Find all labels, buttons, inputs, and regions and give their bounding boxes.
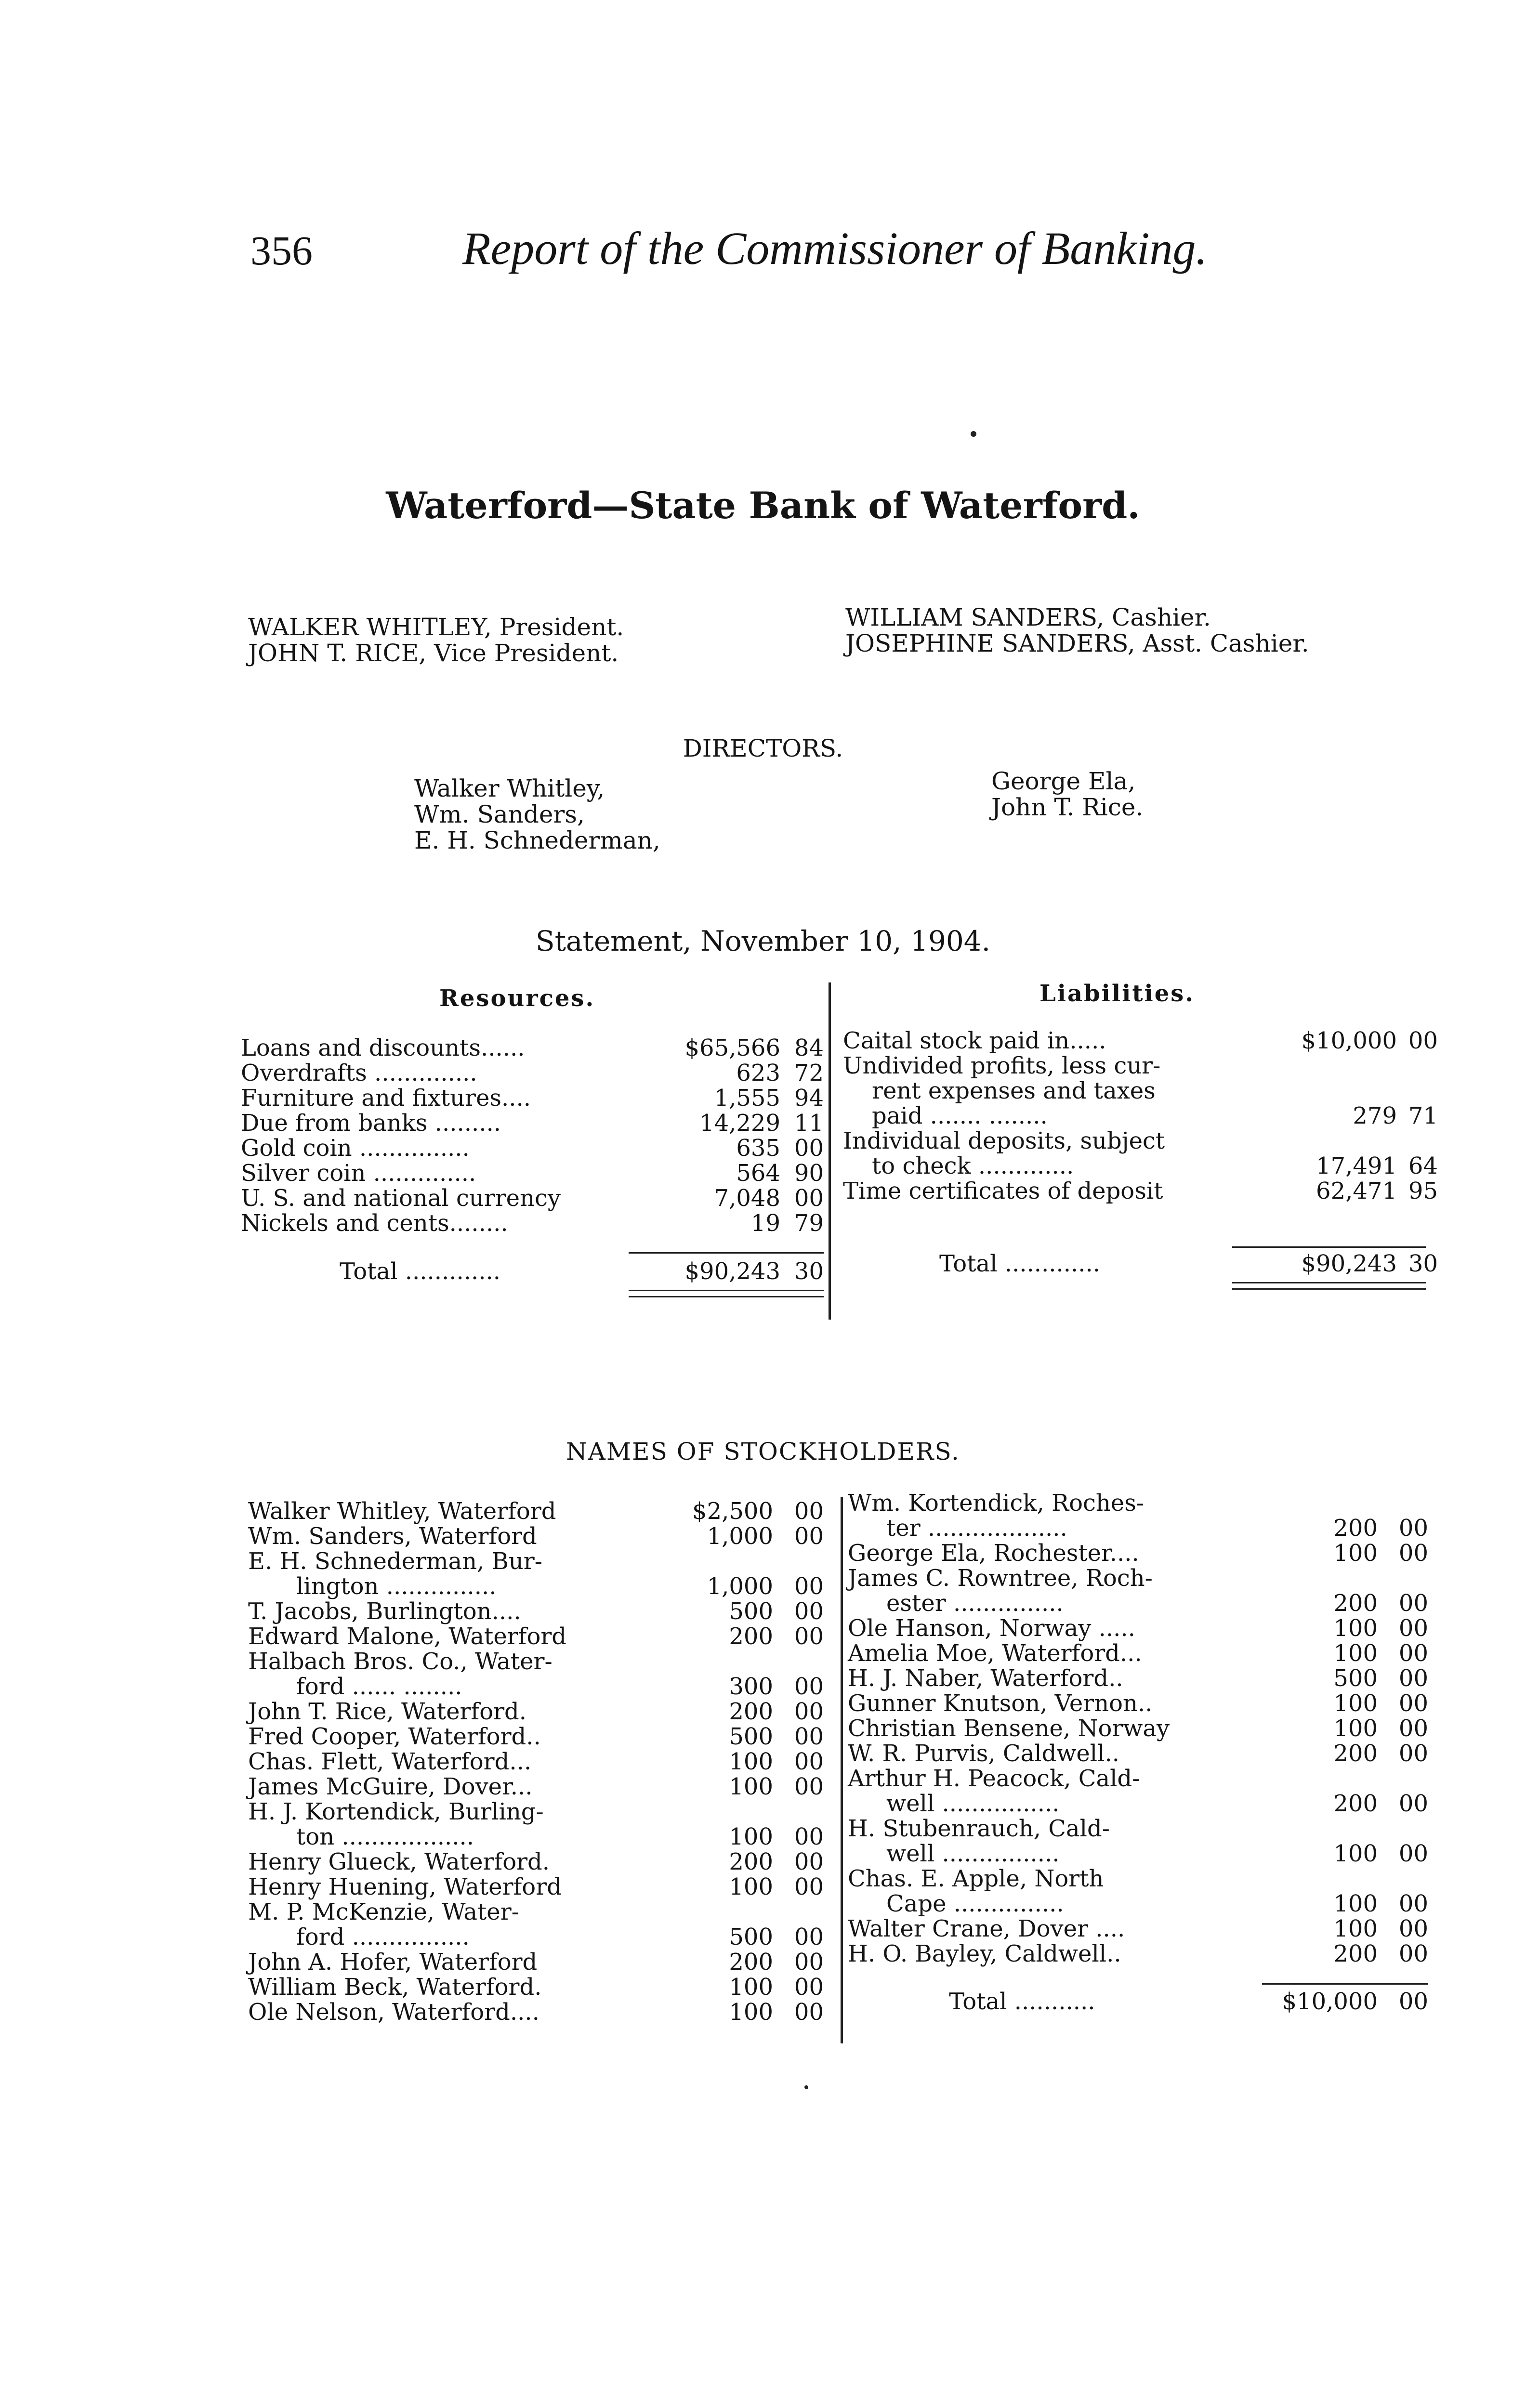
row-label: Ole Hanson, Norway .....	[848, 1615, 1135, 1642]
ink-speck	[804, 2085, 808, 2089]
table-row	[848, 1941, 1438, 1966]
row-label: H. J. Naber, Waterford..	[848, 1665, 1123, 1692]
running-head: Report of the Commissioner of Banking.	[462, 222, 1208, 274]
table-row	[848, 1866, 1438, 1891]
row-dollars: 100	[729, 1999, 773, 2026]
row-label: John A. Hofer, Waterford	[248, 1949, 538, 1976]
row-label: Chas. E. Apple, North	[848, 1865, 1104, 1892]
table-row	[248, 1524, 838, 1549]
row-label: H. O. Bayley, Caldwell..	[848, 1940, 1121, 1967]
row-dollars: 100	[729, 1748, 773, 1775]
row-label: Wm. Kortendick, Roches-	[848, 1490, 1144, 1517]
table-row	[848, 1891, 1438, 1916]
row-label: W. R. Purvis, Caldwell..	[848, 1740, 1120, 1767]
row-dollars: $65,566	[684, 1034, 780, 1061]
row-cents: 00	[794, 1673, 824, 1700]
stockholders-divider	[841, 1497, 843, 2043]
row-label: rent expenses and taxes	[872, 1077, 1156, 1104]
row-label: Undivided profits, less cur-	[843, 1052, 1161, 1079]
row-cents: 00	[794, 1773, 824, 1800]
table-row	[848, 1816, 1438, 1841]
row-label: paid ....... ........	[872, 1102, 1048, 1129]
row-label: Overdrafts ..............	[241, 1060, 477, 1086]
table-row	[248, 1824, 838, 1849]
resources-total-dollars: $90,243	[684, 1258, 780, 1285]
liabilities-table	[843, 1027, 1438, 1204]
row-cents: 00	[794, 1999, 824, 2026]
table-row	[848, 1791, 1438, 1816]
row-cents: 84	[794, 1034, 824, 1061]
row-dollars: 100	[1333, 1540, 1378, 1567]
director-name: E. H. Schnederman,	[414, 826, 660, 854]
row-dollars: 635	[736, 1135, 780, 1162]
row-label: Nickels and cents........	[241, 1210, 508, 1237]
row-cents: 00	[794, 1185, 824, 1212]
row-cents: 00	[794, 1748, 824, 1775]
row-dollars: 200	[1333, 1790, 1378, 1817]
liabilities-total-rule	[1232, 1246, 1426, 1248]
table-row	[848, 1716, 1438, 1741]
row-label: lington ...............	[296, 1573, 497, 1600]
row-dollars: 100	[1333, 1915, 1378, 1942]
row-dollars: 279	[1353, 1102, 1397, 1129]
row-cents: 00	[1398, 1540, 1428, 1567]
row-label: Chas. Flett, Waterford...	[248, 1748, 532, 1775]
row-cents: 72	[794, 1060, 824, 1086]
stockholders-right-table	[848, 1491, 1438, 1966]
stockholders-total	[848, 1989, 1438, 2014]
row-cents: 00	[1398, 1615, 1428, 1642]
resources-total-cents: 30	[794, 1258, 824, 1285]
row-dollars: 200	[1333, 1515, 1378, 1542]
liabilities-total	[843, 1250, 1438, 1277]
liabilities-heading: Liabilities.	[1039, 980, 1195, 1007]
row-dollars: 62,471	[1316, 1178, 1397, 1204]
row-label: Ole Nelson, Waterford....	[248, 1999, 539, 2026]
directors-heading: DIRECTORS.	[683, 734, 843, 762]
row-label: Halbach Bros. Co., Water-	[248, 1648, 553, 1675]
row-dollars: 200	[1333, 1940, 1378, 1967]
officer-vice-president: JOHN T. RICE, Vice President.	[248, 639, 619, 667]
row-cents: 00	[794, 1949, 824, 1976]
row-cents: 00	[1398, 1740, 1428, 1767]
row-cents: 00	[794, 1698, 824, 1725]
row-label: Caital stock paid in.....	[843, 1027, 1106, 1054]
officer-asst-cashier: JOSEPHINE SANDERS, Asst. Cashier.	[845, 629, 1309, 657]
table-row	[248, 2000, 838, 2025]
table-row	[248, 1899, 838, 1924]
liabilities-double-rule	[1232, 1282, 1426, 1290]
officer-president: WALKER WHITLEY, President.	[248, 613, 624, 641]
table-row	[241, 1086, 826, 1111]
row-label: U. S. and national currency	[241, 1185, 561, 1212]
row-dollars: 1,000	[707, 1523, 773, 1550]
row-cents: 71	[1408, 1102, 1438, 1129]
row-dollars: $10,000	[1301, 1027, 1397, 1054]
row-label: ford ................	[296, 1924, 470, 1950]
row-label: James McGuire, Dover...	[248, 1773, 533, 1800]
table-row	[848, 1616, 1438, 1641]
row-dollars: $2,500	[692, 1498, 773, 1525]
row-cents: 00	[1398, 1790, 1428, 1817]
row-cents: 95	[1408, 1178, 1438, 1204]
row-dollars: 500	[729, 1723, 773, 1750]
row-cents: 00	[794, 1974, 824, 2001]
row-label: H. J. Kortendick, Burling-	[248, 1798, 544, 1825]
row-cents: 00	[1398, 1690, 1428, 1717]
resources-total	[241, 1259, 826, 1284]
row-dollars: 564	[736, 1160, 780, 1187]
stockholders-total-cents: 00	[1398, 1988, 1428, 2015]
row-cents: 00	[794, 1135, 824, 1162]
stockholders-left-table	[248, 1499, 838, 2025]
table-row	[248, 1774, 838, 1799]
row-dollars: 200	[729, 1949, 773, 1976]
statement-title: Statement, November 10, 1904.	[535, 925, 991, 957]
row-label: Due from banks .........	[241, 1110, 501, 1137]
row-label: Edward Malone, Waterford	[248, 1623, 567, 1650]
row-label: Walter Crane, Dover ....	[848, 1915, 1125, 1942]
table-row	[241, 1136, 826, 1161]
row-cents: 00	[794, 1848, 824, 1875]
page-number: 356	[250, 227, 313, 274]
row-label: ester ...............	[886, 1590, 1064, 1617]
row-cents: 00	[794, 1623, 824, 1650]
liabilities-total-dollars: $90,243	[1301, 1250, 1397, 1277]
row-label: Walker Whitley, Waterford	[248, 1498, 556, 1525]
row-cents: 00	[794, 1723, 824, 1750]
row-label: E. H. Schnederman, Bur-	[248, 1548, 542, 1575]
row-dollars: 200	[729, 1623, 773, 1650]
row-dollars: 100	[1333, 1890, 1378, 1917]
resources-total-rule	[629, 1252, 824, 1254]
resources-total-label: Total .............	[340, 1258, 501, 1285]
table-row	[248, 1950, 838, 1975]
row-label: Gunner Knutson, Vernon..	[848, 1690, 1153, 1717]
stockholders-heading: NAMES OF STOCKHOLDERS.	[566, 1438, 960, 1466]
row-label: well ................	[886, 1840, 1060, 1867]
table-row	[248, 1499, 838, 1524]
row-label: John T. Rice, Waterford.	[248, 1698, 527, 1725]
row-cents: 79	[794, 1210, 824, 1237]
row-label: H. Stubenrauch, Cald-	[848, 1815, 1110, 1842]
row-dollars: 500	[729, 1924, 773, 1950]
table-row	[248, 1799, 838, 1824]
row-label: James C. Rowntree, Roch-	[848, 1565, 1153, 1592]
row-label: Henry Glueck, Waterford.	[248, 1848, 550, 1875]
table-row	[248, 1849, 838, 1874]
row-dollars: 100	[729, 1974, 773, 2001]
officers-right	[845, 604, 1309, 656]
row-label: ford ...... ........	[296, 1673, 462, 1700]
row-cents: 00	[1398, 1715, 1428, 1742]
row-label: well ................	[886, 1790, 1060, 1817]
table-row	[843, 1053, 1435, 1078]
row-label: Wm. Sanders, Waterford	[248, 1523, 537, 1550]
table-row	[248, 1624, 838, 1649]
officer-cashier: WILLIAM SANDERS, Cashier.	[845, 603, 1211, 631]
director-name: George Ela,	[991, 767, 1136, 795]
row-dollars: 200	[1333, 1740, 1378, 1767]
table-row	[248, 1649, 838, 1674]
table-row	[843, 1128, 1435, 1153]
table-row	[848, 1841, 1438, 1866]
row-dollars: 19	[750, 1210, 780, 1237]
stockholders-total-dollars: $10,000	[1282, 1988, 1378, 2015]
row-dollars: 200	[729, 1848, 773, 1875]
row-dollars: 100	[1333, 1715, 1378, 1742]
table-row	[241, 1161, 826, 1186]
table-row	[248, 1924, 838, 1950]
table-row	[848, 1691, 1438, 1716]
row-cents: 00	[1398, 1640, 1428, 1667]
row-label: Arthur H. Peacock, Cald-	[848, 1765, 1140, 1792]
row-dollars: 1,000	[707, 1573, 773, 1600]
row-label: T. Jacobs, Burlington....	[248, 1598, 521, 1625]
table-row	[248, 1749, 838, 1774]
directors-right	[991, 768, 1143, 820]
row-dollars: 100	[1333, 1690, 1378, 1717]
row-cents: 00	[1398, 1890, 1428, 1917]
row-dollars: 500	[729, 1598, 773, 1625]
row-cents: 00	[1398, 1915, 1428, 1942]
table-row	[843, 1102, 1438, 1129]
row-label: Silver coin ..............	[241, 1160, 476, 1187]
table-row	[248, 1975, 838, 2000]
row-cents: 00	[794, 1873, 824, 1900]
row-dollars: 100	[729, 1873, 773, 1900]
table-row	[241, 1035, 826, 1060]
row-dollars: 500	[1333, 1665, 1378, 1692]
table-row	[248, 1874, 838, 1899]
row-dollars: 100	[729, 1823, 773, 1850]
table-row	[848, 1516, 1438, 1541]
row-cents: 00	[794, 1573, 824, 1600]
row-cents: 00	[794, 1598, 824, 1625]
row-label: Cape ...............	[886, 1890, 1064, 1917]
row-label: Furniture and fixtures....	[241, 1085, 531, 1112]
row-dollars: 623	[736, 1060, 780, 1086]
table-row	[241, 1211, 826, 1236]
table-row	[848, 1541, 1438, 1566]
row-dollars: 100	[1333, 1640, 1378, 1667]
ink-speck	[971, 431, 976, 437]
row-dollars: 200	[729, 1698, 773, 1725]
row-label: Henry Huening, Waterford	[248, 1873, 562, 1900]
row-cents: 00	[1398, 1590, 1428, 1617]
table-row	[843, 1152, 1438, 1179]
row-label: ton ..................	[296, 1823, 474, 1850]
row-label: Gold coin ...............	[241, 1135, 470, 1162]
row-dollars: 14,229	[699, 1110, 780, 1137]
row-cents: 00	[794, 1523, 824, 1550]
officers-left	[248, 614, 624, 666]
table-row	[248, 1549, 838, 1574]
row-dollars: 100	[1333, 1615, 1378, 1642]
row-label: Fred Cooper, Waterford..	[248, 1723, 541, 1750]
row-cents: 64	[1408, 1152, 1438, 1179]
director-name: Walker Whitley,	[414, 774, 605, 802]
liabilities-total-cents: 30	[1408, 1250, 1438, 1277]
row-cents: 00	[1398, 1665, 1428, 1692]
table-row	[843, 1027, 1438, 1054]
table-row	[248, 1724, 838, 1749]
row-dollars: 1,555	[714, 1085, 780, 1112]
table-row	[248, 1699, 838, 1724]
row-dollars: 100	[729, 1773, 773, 1800]
row-label: to check .............	[872, 1152, 1074, 1179]
row-label: Loans and discounts......	[241, 1034, 525, 1061]
row-label: Amelia Moe, Waterford...	[848, 1640, 1142, 1667]
row-label: Time certificates of deposit	[843, 1178, 1163, 1204]
table-row	[848, 1666, 1438, 1691]
row-cents: 90	[794, 1160, 824, 1187]
stockholders-total-rule	[1262, 1983, 1428, 1985]
table-row	[848, 1591, 1438, 1616]
table-row	[248, 1674, 838, 1699]
statement-divider	[829, 982, 831, 1320]
row-dollars: 300	[729, 1673, 773, 1700]
director-name: John T. Rice.	[991, 793, 1144, 821]
row-cents: 00	[794, 1924, 824, 1950]
row-dollars: 17,491	[1316, 1152, 1397, 1179]
row-cents: 11	[794, 1110, 824, 1137]
table-row	[843, 1178, 1438, 1204]
table-row	[248, 1599, 838, 1624]
row-cents: 00	[1398, 1515, 1428, 1542]
row-label: Christian Bensene, Norway	[848, 1715, 1170, 1742]
directors-left	[414, 775, 660, 853]
liabilities-total-label: Total .............	[939, 1250, 1101, 1277]
resources-table	[241, 1035, 826, 1236]
row-cents: 94	[794, 1085, 824, 1112]
row-cents: 00	[1398, 1940, 1428, 1967]
table-row	[241, 1060, 826, 1086]
row-label: William Beck, Waterford.	[248, 1974, 542, 2001]
row-cents: 00	[1398, 1840, 1428, 1867]
row-label: ter ...................	[886, 1515, 1067, 1542]
table-row	[843, 1078, 1435, 1103]
row-label: George Ela, Rochester....	[848, 1540, 1139, 1567]
bank-title: Waterford—State Bank of Waterford.	[386, 484, 1140, 527]
table-row	[241, 1111, 826, 1136]
table-row	[848, 1741, 1438, 1766]
table-row	[848, 1766, 1438, 1791]
table-row	[848, 1916, 1438, 1941]
resources-double-rule	[629, 1290, 824, 1297]
director-name: Wm. Sanders,	[414, 800, 585, 828]
row-cents: 00	[1408, 1027, 1438, 1054]
row-label: Individual deposits, subject	[843, 1127, 1165, 1154]
row-dollars: 200	[1333, 1590, 1378, 1617]
stockholders-total-label: Total ...........	[949, 1988, 1095, 2015]
resources-heading: Resources.	[439, 985, 595, 1012]
row-cents: 00	[794, 1823, 824, 1850]
table-row	[848, 1641, 1438, 1666]
table-row	[241, 1186, 826, 1211]
row-dollars: 7,048	[714, 1185, 780, 1212]
row-label: M. P. McKenzie, Water-	[248, 1898, 519, 1925]
table-row	[848, 1491, 1438, 1516]
table-row	[248, 1574, 838, 1599]
row-cents: 00	[794, 1498, 824, 1525]
row-dollars: 100	[1333, 1840, 1378, 1867]
table-row	[848, 1566, 1438, 1591]
